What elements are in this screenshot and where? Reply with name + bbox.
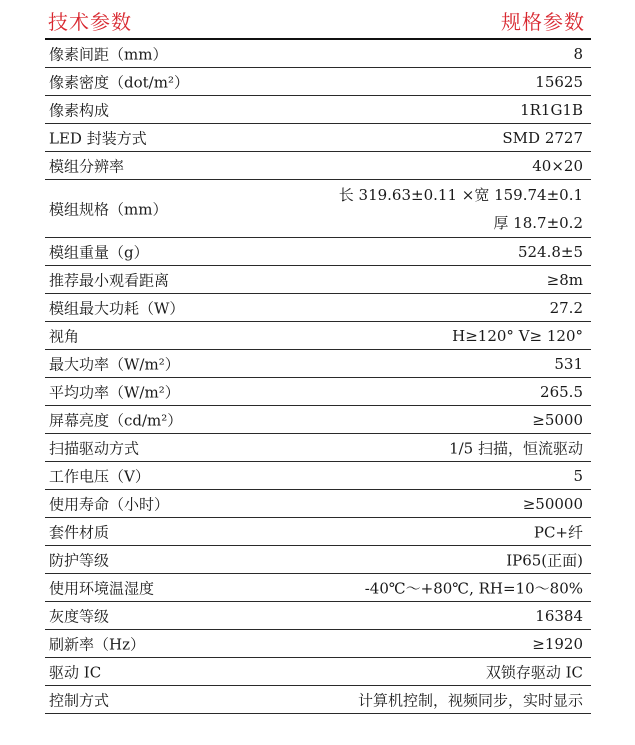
table-header bbox=[0, 0, 635, 38]
row-value: 双锁存驱动 IC bbox=[485, 663, 583, 681]
row-key: 推荐最小观看距离 bbox=[49, 271, 170, 289]
row-value: ≥1920 bbox=[532, 634, 583, 653]
row-value: 15625 bbox=[535, 72, 583, 91]
tech-params-heading: 技术参数 bbox=[48, 10, 132, 34]
table-row bbox=[45, 378, 591, 406]
row-value: 计算机控制，视频同步，实时显示 bbox=[357, 691, 583, 709]
table-row bbox=[45, 238, 591, 266]
table-row bbox=[45, 434, 591, 462]
row-key: 像素构成 bbox=[49, 101, 110, 119]
row-key: 刷新率（Hz） bbox=[49, 635, 145, 653]
row-value: 1R1G1B bbox=[520, 100, 583, 119]
row-key: 像素密度（dot/m²） bbox=[49, 73, 189, 91]
row-key: 模组规格（mm） bbox=[49, 200, 168, 218]
row-value: 1/5 扫描，恒流驱动 bbox=[449, 439, 583, 457]
row-key: 使用寿命（小时） bbox=[49, 495, 170, 513]
row-value: 16384 bbox=[535, 606, 583, 625]
row-key: 模组重量（g） bbox=[49, 243, 149, 261]
row-key: 控制方式 bbox=[49, 691, 110, 709]
table-row bbox=[45, 602, 591, 630]
table-row bbox=[45, 406, 591, 434]
row-value: 265.5 bbox=[540, 382, 583, 401]
row-key: 驱动 IC bbox=[49, 663, 102, 681]
row-key: 灰度等级 bbox=[49, 607, 110, 625]
row-key: 最大功率（W/m²） bbox=[49, 355, 180, 373]
row-value: 524.8±5 bbox=[517, 242, 583, 261]
table-row bbox=[45, 68, 591, 96]
row-key: LED 封装方式 bbox=[49, 129, 147, 147]
row-value: 27.2 bbox=[549, 298, 583, 317]
row-value: 5 bbox=[573, 466, 583, 485]
row-value: SMD 2727 bbox=[502, 128, 583, 147]
row-value bbox=[339, 181, 583, 237]
row-key: 视角 bbox=[49, 327, 80, 345]
table-row bbox=[45, 546, 591, 574]
row-key: 像素间距（mm） bbox=[49, 45, 168, 63]
row-value: ≥50000 bbox=[522, 494, 583, 513]
table-row bbox=[45, 124, 591, 152]
table-row bbox=[45, 658, 591, 686]
row-value: 8 bbox=[573, 44, 583, 63]
table-row bbox=[45, 40, 591, 68]
row-value: IP65(正面) bbox=[506, 551, 583, 569]
table-row bbox=[45, 630, 591, 658]
table-row bbox=[45, 180, 591, 238]
row-value: 531 bbox=[554, 354, 583, 373]
row-value: ≥5000 bbox=[532, 410, 583, 429]
table-row bbox=[45, 518, 591, 546]
table-row bbox=[45, 686, 591, 714]
table-row bbox=[45, 462, 591, 490]
table-row bbox=[45, 350, 591, 378]
spec-params-heading: 规格参数 bbox=[501, 10, 585, 34]
row-key: 防护等级 bbox=[49, 551, 110, 569]
row-key: 使用环境温湿度 bbox=[49, 579, 155, 597]
row-key: 扫描驱动方式 bbox=[49, 439, 140, 457]
table-row bbox=[45, 152, 591, 180]
row-value: ≥8m bbox=[546, 270, 583, 289]
table-row bbox=[45, 322, 591, 350]
row-key: 套件材质 bbox=[49, 523, 110, 541]
table-row bbox=[45, 294, 591, 322]
row-key: 屏幕亮度（cd/m²） bbox=[49, 411, 183, 429]
table-row bbox=[45, 96, 591, 124]
row-value: PC+纤 bbox=[533, 523, 583, 541]
row-value: -40℃～+80℃, RH=10～80% bbox=[364, 579, 583, 597]
table-row bbox=[45, 266, 591, 294]
spec-table bbox=[45, 40, 591, 714]
row-key: 平均功率（W/m²） bbox=[49, 383, 180, 401]
row-value: 40×20 bbox=[532, 156, 583, 175]
row-value: H≥120° V≥ 120° bbox=[452, 326, 583, 345]
row-key: 工作电压（V） bbox=[49, 467, 150, 485]
table-row bbox=[45, 574, 591, 602]
row-key: 模组分辨率 bbox=[49, 157, 125, 175]
row-value-line: 长 319.63±0.11 ×宽 159.74±0.1 bbox=[338, 185, 583, 204]
table-row bbox=[45, 490, 591, 518]
row-value-line: 厚 18.7±0.2 bbox=[493, 213, 583, 232]
row-key: 模组最大功耗（W） bbox=[49, 299, 185, 317]
